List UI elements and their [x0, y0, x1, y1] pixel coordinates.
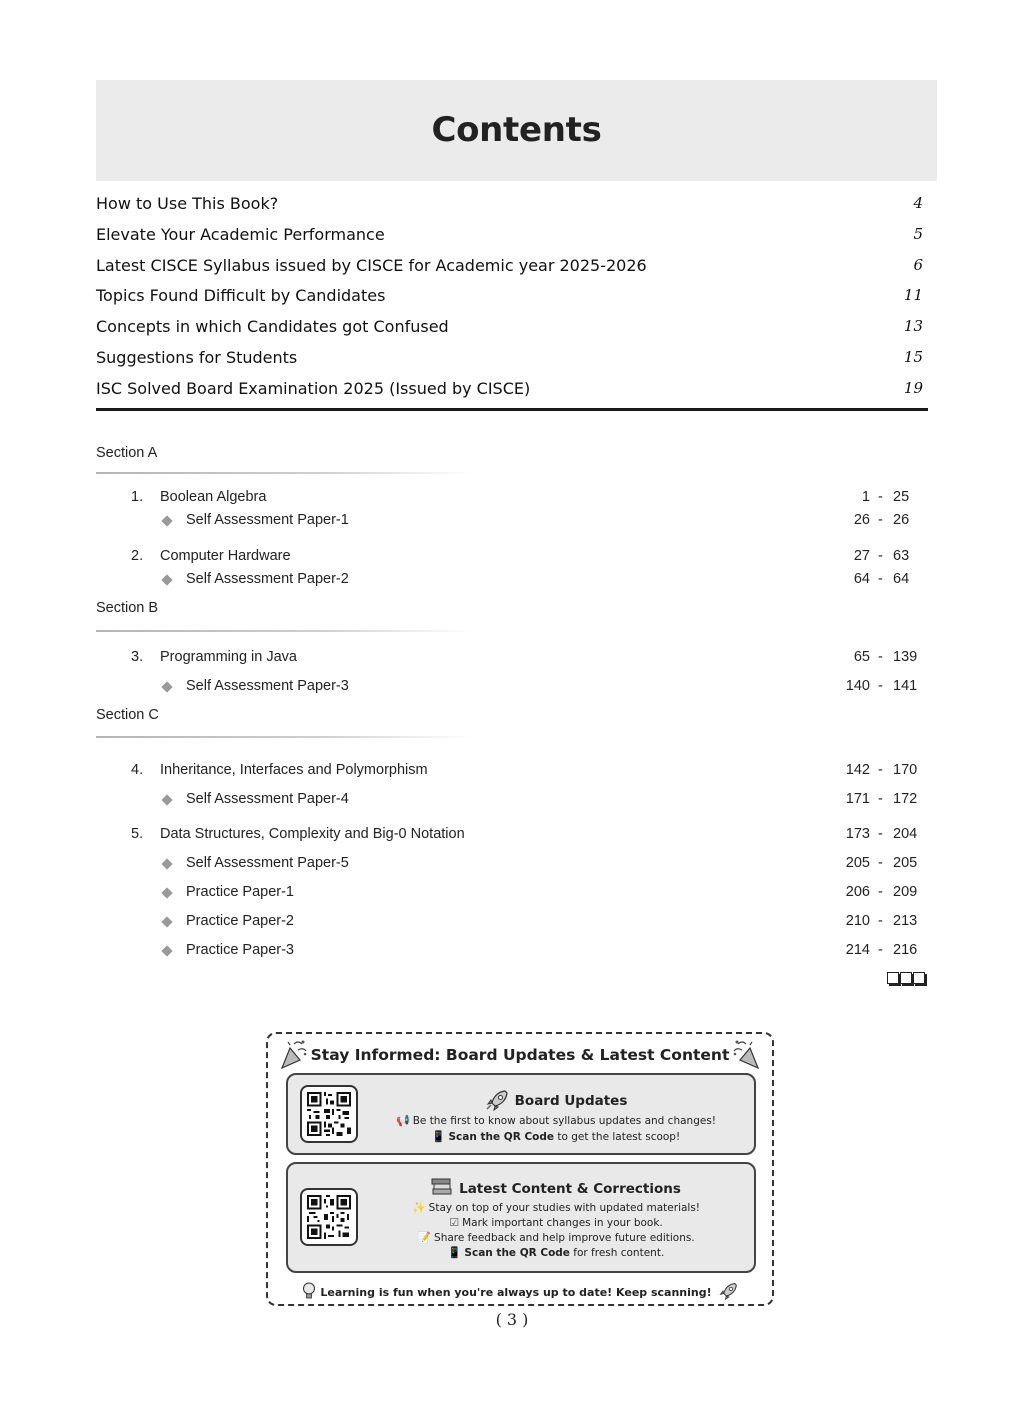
board-updates-panel — [286, 1073, 756, 1155]
sub-item-title: Self Assessment Paper-2 — [186, 571, 349, 587]
panel-heading — [358, 1178, 754, 1197]
item-page: 5 — [913, 224, 923, 243]
page-start: 27 — [853, 548, 870, 564]
chapter-title: Data Structures, Complexity and Big-0 Notation — [160, 826, 465, 842]
page-start: 206 — [845, 884, 870, 900]
diamond-bullet-icon — [162, 917, 173, 928]
page-start: 26 — [853, 512, 870, 528]
section-label: Section C — [96, 707, 159, 723]
front-matter-item[interactable] — [96, 342, 928, 373]
sub-item-row[interactable] — [0, 942, 1024, 962]
sub-item-row[interactable] — [0, 884, 1024, 904]
sub-item-row[interactable] — [0, 791, 1024, 811]
sub-item-title: Self Assessment Paper-5 — [186, 855, 349, 871]
panel-text — [358, 1201, 754, 1214]
page-end: 25 — [893, 489, 910, 505]
panel-text — [358, 1216, 754, 1229]
sub-item-row[interactable] — [0, 678, 1024, 698]
chapter-title: Programming in Java — [160, 649, 297, 665]
chapter-number: 5. — [131, 826, 144, 842]
panel-text — [358, 1246, 754, 1259]
page-end: 63 — [893, 548, 910, 564]
item-page: 15 — [903, 347, 923, 366]
item-title: Concepts in which Candidates got Confused — [96, 317, 449, 337]
item-page: 4 — [913, 194, 923, 212]
sub-item-title: Self Assessment Paper-4 — [186, 791, 349, 807]
info-box-title: Stay Informed: Board Updates & Latest Content — [310, 1046, 730, 1064]
chapter-row[interactable] — [0, 826, 1024, 846]
chapter-title: Computer Hardware — [160, 548, 291, 564]
item-title: How to Use This Book? — [96, 194, 279, 213]
chapter-title: Inheritance, Interfaces and Polymorphism — [160, 762, 428, 778]
info-box-footer — [268, 1280, 772, 1302]
page-start: 64 — [853, 571, 870, 587]
front-matter-item[interactable] — [96, 311, 928, 342]
scan-qr-text: Scan the QR Code — [464, 1247, 570, 1259]
range-dash: - — [878, 855, 883, 871]
contents-header — [96, 80, 937, 181]
scan-qr-text: Scan the QR Code — [448, 1131, 554, 1143]
item-title: ISC Solved Board Examination 2025 (Issued by CISCE) — [96, 378, 531, 398]
rocket-icon — [485, 1089, 509, 1111]
front-matter-item[interactable] — [96, 250, 928, 281]
item-page: 11 — [903, 286, 923, 305]
sparkles-icon: ✨ — [411, 1201, 426, 1214]
range-dash: - — [878, 762, 883, 778]
page-start: 205 — [845, 855, 870, 871]
item-title: Latest CISCE Syllabus issued by CISCE for Academic year 2025-2026 — [96, 255, 647, 275]
board-updates-line1: Be the first to know about syllabus updates and changes! — [412, 1115, 717, 1127]
memo-icon: 📝 — [417, 1231, 432, 1244]
front-matter-item[interactable] — [96, 373, 928, 404]
chapter-row[interactable] — [0, 548, 1024, 568]
chapter-number: 2. — [131, 548, 144, 564]
latest-content-line2: Mark important changes in your book. — [462, 1217, 663, 1229]
panel-text — [358, 1114, 754, 1127]
latest-content-panel — [286, 1162, 756, 1273]
panel-text — [358, 1130, 754, 1143]
section-divider — [96, 736, 472, 738]
diamond-bullet-icon — [162, 946, 173, 957]
range-dash: - — [878, 548, 883, 564]
sub-item-row[interactable] — [0, 571, 1024, 591]
page-number: ( 3 ) — [495, 1310, 529, 1329]
range-dash: - — [878, 884, 883, 900]
footer-text: Learning is fun when you're always up to date! Keep scanning! — [320, 1286, 712, 1299]
page-start: 65 — [853, 649, 870, 665]
sub-item-title: Self Assessment Paper-3 — [186, 678, 349, 694]
page-end: 141 — [893, 678, 918, 694]
sub-item-row[interactable] — [0, 913, 1024, 933]
chapter-row[interactable] — [0, 649, 1024, 669]
section-label: Section B — [96, 600, 159, 616]
board-updates-line2: to get the latest scoop! — [554, 1131, 681, 1143]
page-start: 214 — [845, 942, 870, 958]
latest-content-line4: for fresh content. — [569, 1247, 665, 1259]
page-end: 213 — [893, 913, 918, 929]
chapter-row[interactable] — [0, 762, 1024, 782]
item-page: 6 — [913, 255, 923, 274]
checkbox-icon: ☑ — [449, 1216, 460, 1229]
front-matter-item[interactable] — [96, 280, 928, 311]
page-start: 173 — [845, 826, 870, 842]
chapter-number: 4. — [131, 762, 144, 778]
latest-content-line3: Share feedback and help improve future editions. — [434, 1232, 695, 1244]
chapter-title: Boolean Algebra — [160, 489, 267, 505]
page-start: 171 — [845, 791, 870, 807]
sub-item-row[interactable] — [0, 855, 1024, 875]
item-page: 13 — [903, 317, 923, 336]
item-title: Suggestions for Students — [96, 347, 298, 367]
range-dash: - — [878, 826, 883, 842]
phone-icon: 📱 — [447, 1246, 462, 1259]
latest-content-heading: Latest Content & Corrections — [459, 1181, 681, 1197]
front-matter-item[interactable] — [96, 219, 928, 250]
sub-item-title: Practice Paper-1 — [186, 884, 294, 900]
page-title: Contents — [431, 110, 602, 150]
diamond-bullet-icon — [162, 795, 173, 806]
books-icon — [431, 1178, 453, 1196]
diamond-bullet-icon — [162, 859, 173, 870]
sub-item-title: Self Assessment Paper-1 — [186, 512, 349, 528]
section-divider — [96, 472, 472, 474]
page-end: 204 — [893, 826, 918, 842]
item-title: Elevate Your Academic Performance — [96, 224, 385, 244]
sub-item-title: Practice Paper-2 — [186, 913, 294, 929]
page-end: 26 — [893, 512, 910, 528]
front-matter-item[interactable] — [96, 188, 928, 219]
chapter-number: 3. — [131, 649, 144, 665]
page-start: 1 — [861, 489, 870, 505]
page-end: 170 — [893, 762, 918, 778]
divider — [96, 408, 928, 411]
panel-heading — [358, 1089, 754, 1111]
page-end: 139 — [893, 649, 918, 665]
range-dash: - — [878, 649, 883, 665]
lightbulb-icon — [302, 1282, 316, 1300]
diamond-bullet-icon — [162, 682, 173, 693]
qr-code-icon[interactable] — [300, 1188, 358, 1246]
range-dash: - — [878, 942, 883, 958]
latest-content-line1: Stay on top of your studies with updated materials! — [428, 1202, 701, 1214]
end-of-contents-icon — [887, 972, 925, 984]
page-start: 140 — [845, 678, 870, 694]
item-page: 19 — [903, 378, 923, 397]
page-end: 216 — [893, 942, 918, 958]
range-dash: - — [878, 678, 883, 694]
diamond-bullet-icon — [162, 575, 173, 586]
page-end: 172 — [893, 791, 918, 807]
item-title: Topics Found Difficult by Candidates — [96, 286, 386, 306]
sub-item-title: Practice Paper-3 — [186, 942, 294, 958]
diamond-bullet-icon — [162, 516, 173, 527]
phone-icon: 📱 — [431, 1130, 446, 1143]
chapter-row[interactable] — [0, 489, 1024, 509]
chapter-number: 1. — [131, 489, 144, 505]
sub-item-row[interactable] — [0, 512, 1024, 532]
page-end: 64 — [893, 571, 910, 587]
section-label: Section A — [96, 445, 158, 461]
diamond-bullet-icon — [162, 888, 173, 899]
qr-code-icon[interactable] — [300, 1085, 358, 1143]
range-dash: - — [878, 791, 883, 807]
range-dash: - — [878, 489, 883, 505]
rocket-icon — [718, 1280, 738, 1302]
panel-text — [358, 1231, 754, 1244]
stay-informed-box — [266, 1032, 774, 1306]
front-matter-list — [96, 188, 928, 404]
range-dash: - — [878, 913, 883, 929]
section-divider — [96, 630, 472, 632]
page-end: 209 — [893, 884, 918, 900]
range-dash: - — [878, 512, 883, 528]
page-end: 205 — [893, 855, 918, 871]
page-start: 142 — [845, 762, 870, 778]
board-updates-heading: Board Updates — [514, 1093, 628, 1109]
megaphone-icon: 📢 — [395, 1114, 410, 1127]
page-start: 210 — [845, 913, 870, 929]
range-dash: - — [878, 571, 883, 587]
